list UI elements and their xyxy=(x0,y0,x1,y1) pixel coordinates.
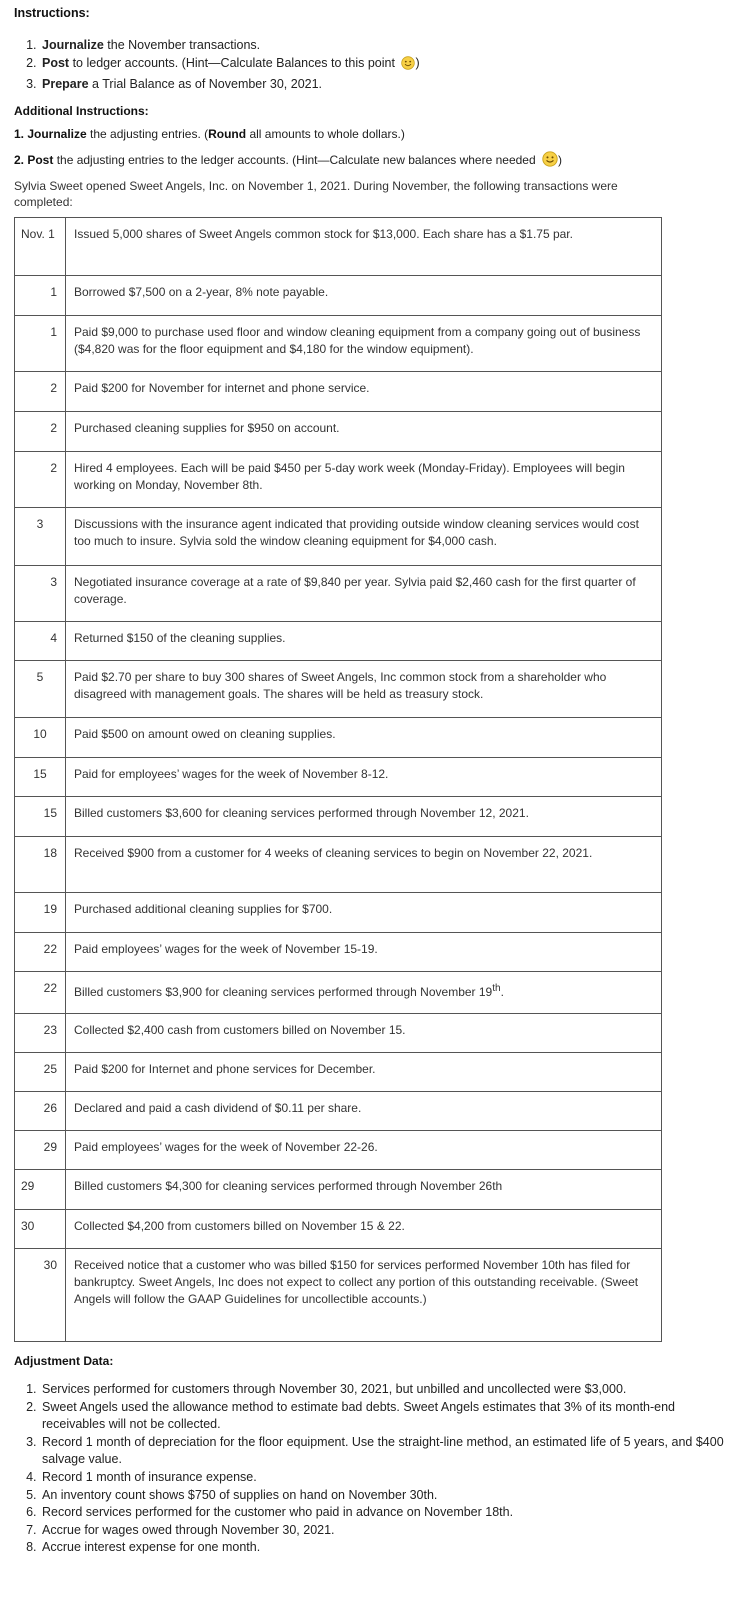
transaction-day-cell xyxy=(15,797,66,837)
transaction-description-cell xyxy=(66,276,662,316)
instruction-text: all amounts to whole dollars.) xyxy=(246,127,405,141)
transaction-description-cell xyxy=(66,1210,662,1249)
transaction-day-cell xyxy=(15,218,66,276)
transaction-day-cell xyxy=(15,1170,66,1210)
transaction-day: 29 xyxy=(21,1179,35,1193)
transaction-description xyxy=(66,758,661,783)
transaction-day-cell xyxy=(15,972,66,1014)
transaction-day-cell xyxy=(15,566,66,622)
transaction-text: Paid $2.70 per share to buy 300 shares of Sweet Angels, Inc common stock from a shareholder who disagreed with management goals. The shares will be held as treasury stock. xyxy=(74,670,607,701)
transaction-day: 10 xyxy=(33,727,47,741)
transaction-day: 5 xyxy=(36,670,44,684)
additional-instruction-2 xyxy=(14,151,562,170)
transaction-row xyxy=(15,1170,662,1210)
transaction-text: Paid $200 for Internet and phone services for December. xyxy=(74,1062,376,1076)
transactions-table xyxy=(14,217,662,1342)
transaction-description xyxy=(66,508,661,550)
instruction-text: to ledger accounts. (Hint—Calculate Balances to this point xyxy=(69,56,399,70)
transaction-description xyxy=(66,218,661,243)
transaction-text: Purchased cleaning supplies for $950 on account. xyxy=(74,421,340,435)
transaction-text: Paid for employees’ wages for the week of November 8-12. xyxy=(74,767,389,781)
instruction-keyword: Post xyxy=(27,153,54,167)
transaction-day: 2 xyxy=(50,461,57,475)
transaction-day: 30 xyxy=(21,1219,35,1233)
instruction-keyword: Journalize xyxy=(27,127,87,141)
transaction-row xyxy=(15,893,662,933)
transaction-day-cell xyxy=(15,837,66,893)
transaction-day: 26 xyxy=(43,1101,57,1115)
transaction-text: Declared and paid a cash dividend of $0.11 per share. xyxy=(74,1101,362,1115)
transaction-day-cell xyxy=(15,1249,66,1342)
transaction-description xyxy=(66,837,661,862)
transaction-description-cell xyxy=(66,661,662,718)
instruction-keyword: Journalize xyxy=(42,38,104,52)
transaction-description-cell xyxy=(66,372,662,412)
transaction-text: Paid $500 on amount owed on cleaning supplies. xyxy=(74,727,336,741)
transaction-day: 3 xyxy=(50,575,57,589)
intro-paragraph: Sylvia Sweet opened Sweet Angels, Inc. on November 1, 2021. During November, the following transactions were completed: xyxy=(14,179,618,209)
transaction-text: Paid employees’ wages for the week of November 22-26. xyxy=(74,1140,378,1154)
transaction-day-cell xyxy=(15,1014,66,1053)
transaction-day: Nov. 1 xyxy=(21,227,55,241)
transaction-text: Hired 4 employees. Each will be paid $450 per 5-day work week (Monday-Friday). Employees will begin working on Monday, November 8th. xyxy=(74,461,625,492)
instruction-text-end: ) xyxy=(557,153,562,167)
transaction-row xyxy=(15,316,662,372)
transaction-row xyxy=(15,718,662,758)
additional-instructions-heading: Additional Instructions: xyxy=(14,104,149,118)
transaction-day: 3 xyxy=(36,517,44,531)
instruction-text: the adjusting entries. ( xyxy=(86,127,209,141)
transaction-day-cell xyxy=(15,1053,66,1092)
transaction-day-cell xyxy=(15,316,66,372)
transaction-day: 2 xyxy=(50,381,57,395)
adjustment-item: 8. Accrue interest expense for one month. xyxy=(40,1539,730,1557)
transaction-description xyxy=(66,972,661,1001)
transaction-text: Paid employees’ wages for the week of November 15-19. xyxy=(74,942,378,956)
smiley-icon xyxy=(401,56,415,75)
transaction-day-cell xyxy=(15,893,66,933)
transaction-text: Collected $4,200 from customers billed on November 15 & 22. xyxy=(74,1219,405,1233)
transaction-description-cell xyxy=(66,933,662,972)
transaction-day: 29 xyxy=(43,1140,57,1154)
transaction-row xyxy=(15,372,662,412)
transaction-description-cell xyxy=(66,1249,662,1342)
transaction-text: Negotiated insurance coverage at a rate of $9,840 per year. Sylvia paid $2,460 cash for the first quarter of coverage. xyxy=(74,575,636,606)
transaction-day-cell xyxy=(15,718,66,758)
transaction-text: Purchased additional cleaning supplies for $700. xyxy=(74,902,333,916)
transaction-text: Returned $150 of the cleaning supplies. xyxy=(74,631,286,645)
transaction-day-cell xyxy=(15,372,66,412)
transaction-text: Issued 5,000 shares of Sweet Angels common stock for $13,000. Each share has a $1.75 par. xyxy=(74,227,573,241)
transaction-row xyxy=(15,933,662,972)
transaction-day: 22 xyxy=(43,981,57,995)
transaction-row xyxy=(15,218,662,276)
transaction-row xyxy=(15,1092,662,1131)
additional-instruction-1 xyxy=(14,127,405,141)
transaction-day-cell xyxy=(15,933,66,972)
transaction-day: 1 xyxy=(50,285,57,299)
transaction-description-cell xyxy=(66,1053,662,1092)
adjustment-item: 7. Accrue for wages owed through November 30, 2021. xyxy=(40,1522,730,1540)
transaction-day: 22 xyxy=(43,942,57,956)
instruction-keyword: Round xyxy=(208,127,247,141)
transaction-text: Borrowed $7,500 on a 2-year, 8% note payable. xyxy=(74,285,329,299)
transaction-day: 18 xyxy=(43,846,57,860)
transaction-row xyxy=(15,412,662,452)
transaction-description-cell xyxy=(66,893,662,933)
transaction-description xyxy=(66,1014,661,1039)
transaction-day: 19 xyxy=(43,902,57,916)
transaction-row xyxy=(15,1131,662,1170)
transaction-row xyxy=(15,797,662,837)
transaction-description-cell xyxy=(66,566,662,622)
transaction-row xyxy=(15,661,662,718)
transaction-day-cell xyxy=(15,412,66,452)
item-number: 2. xyxy=(14,153,28,167)
transaction-description xyxy=(66,718,661,743)
transaction-description xyxy=(66,797,661,822)
transaction-day: 1 xyxy=(50,325,57,339)
transaction-description-cell xyxy=(66,316,662,372)
instruction-text-end: ) xyxy=(415,56,420,70)
item-number: 1. xyxy=(14,127,28,141)
adjustment-item: 1. Services performed for customers through November 30, 2021, but unbilled and uncollected were $3,000. xyxy=(40,1381,730,1399)
transaction-description-cell xyxy=(66,1014,662,1053)
transaction-text: Billed customers $3,900 for cleaning services performed through November 19 xyxy=(74,985,493,999)
transaction-description-cell xyxy=(66,718,662,758)
transaction-row xyxy=(15,1014,662,1053)
transaction-description-cell xyxy=(66,837,662,893)
transaction-text: Discussions with the insurance agent indicated that providing outside window cleaning services would cost too much to insure. Sylvia sold the window cleaning equipment for $4,000 cash. xyxy=(74,517,639,548)
instruction-item xyxy=(40,54,420,75)
transaction-row xyxy=(15,1249,662,1342)
transaction-day: 15 xyxy=(43,806,57,820)
transaction-description xyxy=(66,1170,661,1195)
transaction-day: 2 xyxy=(50,421,57,435)
transaction-row xyxy=(15,622,662,661)
transaction-row xyxy=(15,276,662,316)
adjustment-item: 6. Record services performed for the customer who paid in advance on November 18th. xyxy=(40,1504,730,1522)
instruction-item xyxy=(40,75,420,93)
transaction-text-end: . xyxy=(500,985,504,999)
instruction-keyword: Post xyxy=(42,56,70,70)
transaction-text: Paid $200 for November for internet and phone service. xyxy=(74,381,370,395)
transaction-day-cell xyxy=(15,1131,66,1170)
transaction-description-cell xyxy=(66,218,662,276)
transaction-description-cell xyxy=(66,758,662,797)
transaction-row xyxy=(15,837,662,893)
transaction-description xyxy=(66,1210,661,1235)
instructions-list xyxy=(14,36,420,93)
transaction-row xyxy=(15,1053,662,1092)
transaction-row xyxy=(15,508,662,566)
transaction-row xyxy=(15,452,662,508)
instruction-text: the adjusting entries to the ledger accounts. (Hint—Calculate new balances where needed xyxy=(53,153,539,167)
transaction-description-cell xyxy=(66,412,662,452)
transaction-description-cell xyxy=(66,1131,662,1170)
transaction-day-cell xyxy=(15,1092,66,1131)
transaction-text: Billed customers $4,300 for cleaning services performed through November 26th xyxy=(74,1179,503,1193)
transaction-description xyxy=(66,661,661,703)
smiley-icon xyxy=(542,151,558,170)
transaction-description xyxy=(66,933,661,958)
transaction-row xyxy=(15,566,662,622)
instructions-heading: Instructions: xyxy=(14,6,90,20)
transaction-description xyxy=(66,622,661,647)
transaction-day-cell xyxy=(15,1210,66,1249)
adjustment-item: 3. Record 1 month of depreciation for the floor equipment. Use the straight-line method, an estimated life of 5 years, and $400 salvage value. xyxy=(40,1434,730,1469)
transaction-description-cell xyxy=(66,1092,662,1131)
transaction-row xyxy=(15,972,662,1014)
transaction-description xyxy=(66,1249,661,1308)
transaction-text: Paid $9,000 to purchase used floor and window cleaning equipment from a company going out of business ($4,820 was for the floor equipment and $4,180 for the window equipment). xyxy=(74,325,641,356)
transaction-row xyxy=(15,758,662,797)
transaction-day-cell xyxy=(15,276,66,316)
transaction-description xyxy=(66,452,661,494)
transaction-description-cell xyxy=(66,622,662,661)
transaction-day: 15 xyxy=(33,767,47,781)
transaction-description-cell xyxy=(66,508,662,566)
transaction-description xyxy=(66,372,661,397)
transaction-day: 4 xyxy=(50,631,57,645)
transaction-day-cell xyxy=(15,508,66,566)
adjustment-heading: Adjustment Data: xyxy=(14,1354,114,1368)
transaction-day-cell xyxy=(15,661,66,718)
transaction-description xyxy=(66,1092,661,1117)
transaction-text: Billed customers $3,600 for cleaning services performed through November 12, 2021. xyxy=(74,806,529,820)
transaction-description-cell xyxy=(66,797,662,837)
transaction-row xyxy=(15,1210,662,1249)
transaction-description-cell xyxy=(66,452,662,508)
instruction-text: the November transactions. xyxy=(103,38,261,52)
transaction-day: 30 xyxy=(43,1258,57,1272)
transaction-text: Received $900 from a customer for 4 weeks of cleaning services to begin on November 22, 2021. xyxy=(74,846,593,860)
transaction-description xyxy=(66,276,661,301)
transaction-text: Received notice that a customer who was billed $150 for services performed November 10th has filed for bankruptcy. Sweet Angels, Inc does not expect to collect any portion of this outstanding receivable. (Sweet Angels will follow the GAAP Guidelines for uncollectible accounts.) xyxy=(74,1258,639,1306)
transaction-description-cell xyxy=(66,972,662,1014)
transaction-day-cell xyxy=(15,758,66,797)
transaction-day: 23 xyxy=(43,1023,57,1037)
adjustment-item: 4. Record 1 month of insurance expense. xyxy=(40,1469,730,1487)
transaction-text-superscript: th xyxy=(492,983,501,994)
transaction-description xyxy=(66,1131,661,1156)
transaction-description-cell xyxy=(66,1170,662,1210)
transaction-description xyxy=(66,893,661,918)
adjustment-item: 5. An inventory count shows $750 of supplies on hand on November 30th. xyxy=(40,1487,730,1505)
transaction-description xyxy=(66,1053,661,1078)
transaction-text: Collected $2,400 cash from customers billed on November 15. xyxy=(74,1023,406,1037)
transaction-day-cell xyxy=(15,622,66,661)
transaction-description xyxy=(66,316,661,358)
instruction-keyword: Prepare xyxy=(42,77,89,91)
instruction-item xyxy=(40,36,420,54)
transaction-description xyxy=(66,412,661,437)
adjustment-item: 2. Sweet Angels used the allowance method to estimate bad debts. Sweet Angels estimates that 3% of its month-end receivables will not be collected. xyxy=(40,1399,730,1434)
transaction-day-cell xyxy=(15,452,66,508)
transaction-day: 25 xyxy=(43,1062,57,1076)
adjustment-list xyxy=(14,1381,730,1557)
transaction-description xyxy=(66,566,661,608)
instruction-text: a Trial Balance as of November 30, 2021. xyxy=(88,77,323,91)
